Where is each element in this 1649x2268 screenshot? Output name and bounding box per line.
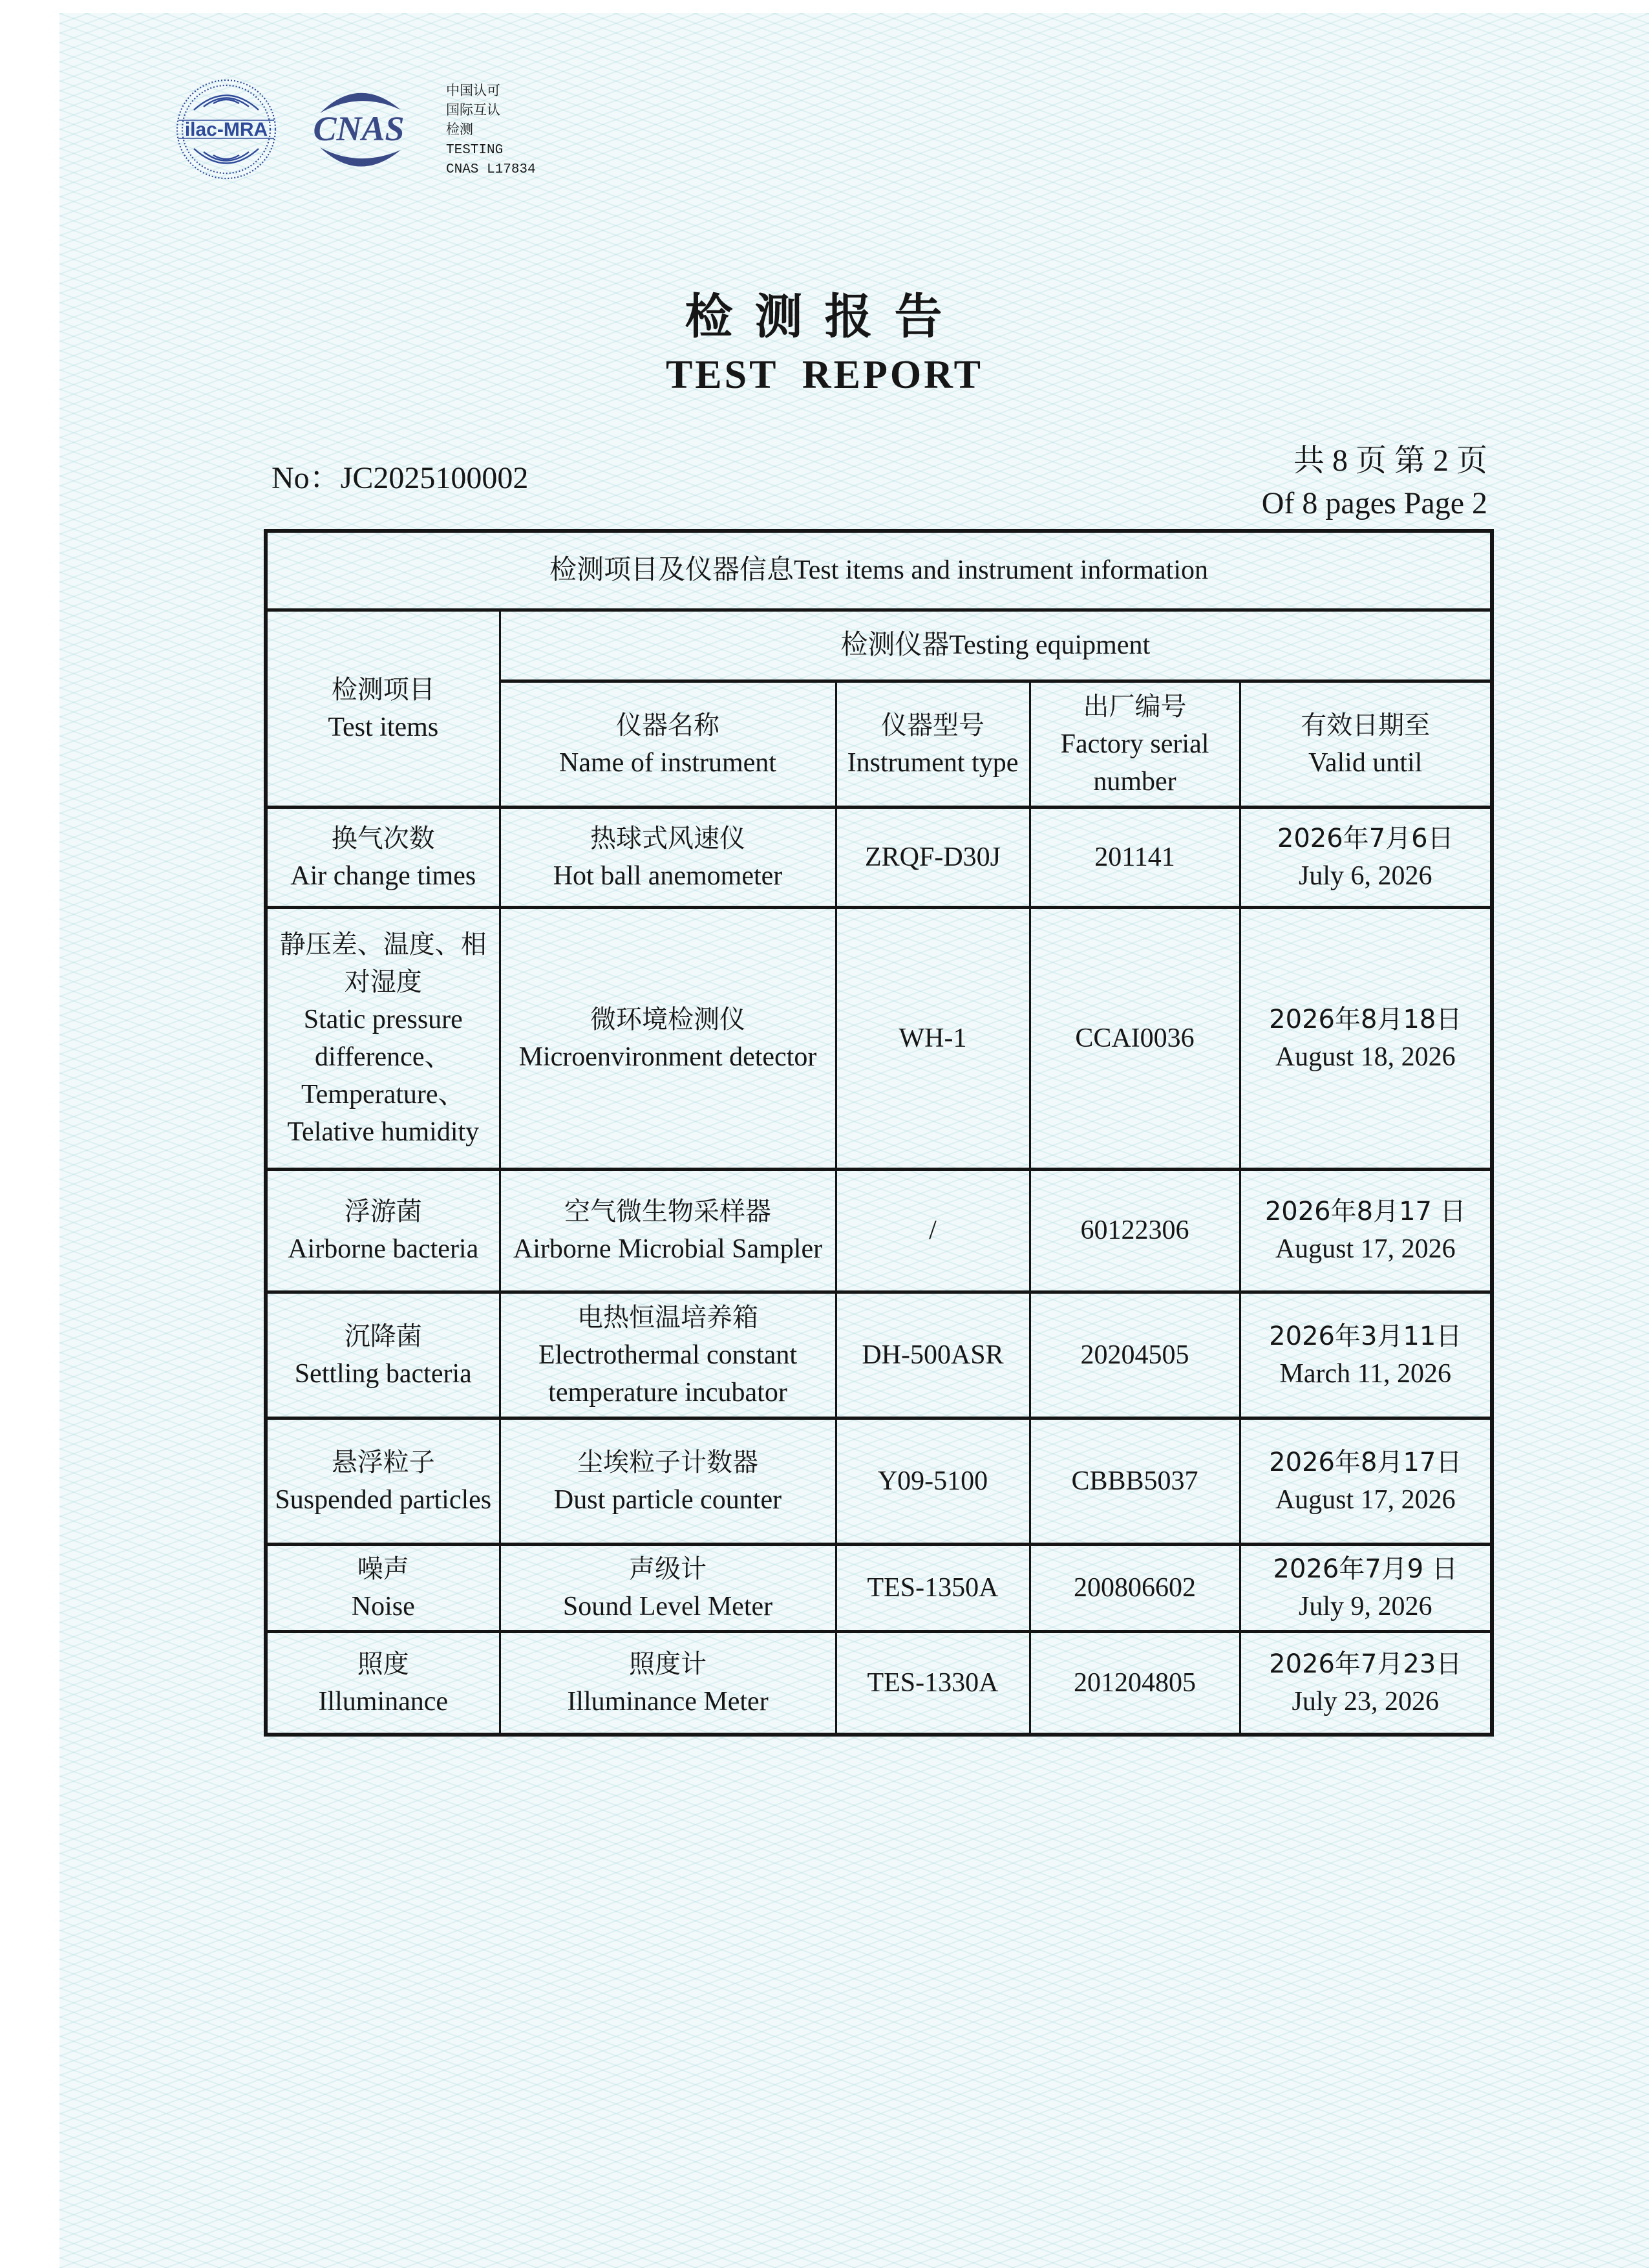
- test-item-cell: 沉降菌 Settling bacteria: [266, 1292, 500, 1418]
- accreditation-number: CNAS L17834: [446, 162, 536, 177]
- instrument-type-cell: ZRQF-D30J: [836, 807, 1030, 907]
- accreditation-line: 检测: [446, 123, 473, 138]
- column-header-valid-until: 有效日期至 Valid until: [1240, 681, 1492, 807]
- test-item-cell: 照度 Illuminance: [266, 1631, 500, 1735]
- valid-until-cell: 2026年8月18日 August 18, 2026: [1240, 907, 1492, 1169]
- valid-until-cell: 2026年7月6日 July 6, 2026: [1240, 807, 1492, 907]
- instrument-name-cell: 电热恒温培养箱 Electrothermal constant temperature incubator: [500, 1292, 836, 1418]
- column-header-instrument-name: 仪器名称 Name of instrument: [500, 681, 836, 807]
- serial-number-cell: 201141: [1030, 807, 1240, 907]
- column-header-factory-serial: 出厂编号 Factory serial number: [1030, 681, 1240, 807]
- table-row: [266, 1292, 1492, 1418]
- accreditation-line: 国际互认: [446, 104, 500, 119]
- serial-number-cell: 60122306: [1030, 1169, 1240, 1292]
- table-row: [266, 1631, 1492, 1735]
- valid-until-cell: 2026年7月23日 July 23, 2026: [1240, 1631, 1492, 1735]
- valid-until-cell: 2026年7月9 日 July 9, 2026: [1240, 1544, 1492, 1631]
- table-row: [266, 1418, 1492, 1544]
- svg-text:ilac-MRA: ilac-MRA: [184, 119, 268, 140]
- table-row: [266, 907, 1492, 1169]
- instrument-name-cell: 照度计 Illuminance Meter: [500, 1631, 836, 1735]
- report-number: No：JC2025100002: [271, 461, 529, 495]
- valid-until-cell: 2026年8月17日 August 17, 2026: [1240, 1418, 1492, 1544]
- test-item-cell: 换气次数 Air change times: [266, 807, 500, 907]
- column-header-instrument-type: 仪器型号 Instrument type: [836, 681, 1030, 807]
- serial-number-cell: CCAI0036: [1030, 907, 1240, 1169]
- ilac-mra-logo-icon: [175, 78, 278, 181]
- test-item-cell: 静压差、温度、相对湿度 Static pressure difference、Temperature、Telative humidity: [266, 907, 500, 1169]
- test-item-cell: 浮游菌 Airborne bacteria: [266, 1169, 500, 1292]
- instrument-type-cell: TES-1350A: [836, 1544, 1030, 1631]
- serial-number-cell: CBBB5037: [1030, 1418, 1240, 1544]
- table-header-row: [266, 610, 1492, 681]
- table-caption: 检测项目及仪器信息Test items and instrument information: [266, 531, 1492, 610]
- serial-number-cell: 200806602: [1030, 1544, 1240, 1631]
- page-indicator-cn: 共 8 页 第 2 页: [1293, 444, 1487, 478]
- valid-until-cell: 2026年3月11日 March 11, 2026: [1240, 1292, 1492, 1418]
- instrument-table: [264, 529, 1494, 1737]
- instrument-name-cell: 空气微生物采样器 Airborne Microbial Sampler: [500, 1169, 836, 1292]
- testing-equipment-header: 检测仪器Testing equipment: [500, 610, 1492, 681]
- table-row: [266, 807, 1492, 907]
- report-title-en: TEST REPORT: [665, 353, 984, 397]
- instrument-type-cell: /: [836, 1169, 1030, 1292]
- table-row: [266, 1544, 1492, 1631]
- instrument-type-cell: TES-1330A: [836, 1631, 1030, 1735]
- report-title-cn: 检测报告: [685, 289, 964, 345]
- test-items-header: 检测项目 Test items: [266, 610, 500, 807]
- accreditation-line: TESTING: [446, 143, 504, 158]
- serial-number-cell: 201204805: [1030, 1631, 1240, 1735]
- instrument-type-cell: WH-1: [836, 907, 1030, 1169]
- cnas-logo-icon: [297, 78, 420, 181]
- instrument-name-cell: 微环境检测仪 Microenvironment detector: [500, 907, 836, 1169]
- valid-until-cell: 2026年8月17 日 August 17, 2026: [1240, 1169, 1492, 1292]
- instrument-type-cell: Y09-5100: [836, 1418, 1030, 1544]
- accreditation-mark: [446, 83, 601, 180]
- page-indicator-en: Of 8 pages Page 2: [1261, 486, 1487, 520]
- test-item-cell: 悬浮粒子 Suspended particles: [266, 1418, 500, 1544]
- test-item-cell: 噪声 Noise: [266, 1544, 500, 1631]
- serial-number-cell: 20204505: [1030, 1292, 1240, 1418]
- accreditation-line: 中国认可: [446, 85, 500, 100]
- instrument-type-cell: DH-500ASR: [836, 1292, 1030, 1418]
- page-indicator: [1262, 440, 1487, 525]
- instrument-name-cell: 尘埃粒子计数器 Dust particle counter: [500, 1418, 836, 1544]
- table-caption-row: [266, 531, 1492, 610]
- instrument-name-cell: 热球式风速仪 Hot ball anemometer: [500, 807, 836, 907]
- instrument-name-cell: 声级计 Sound Level Meter: [500, 1544, 836, 1631]
- svg-text:CNAS: CNAS: [313, 109, 405, 148]
- table-row: [266, 1169, 1492, 1292]
